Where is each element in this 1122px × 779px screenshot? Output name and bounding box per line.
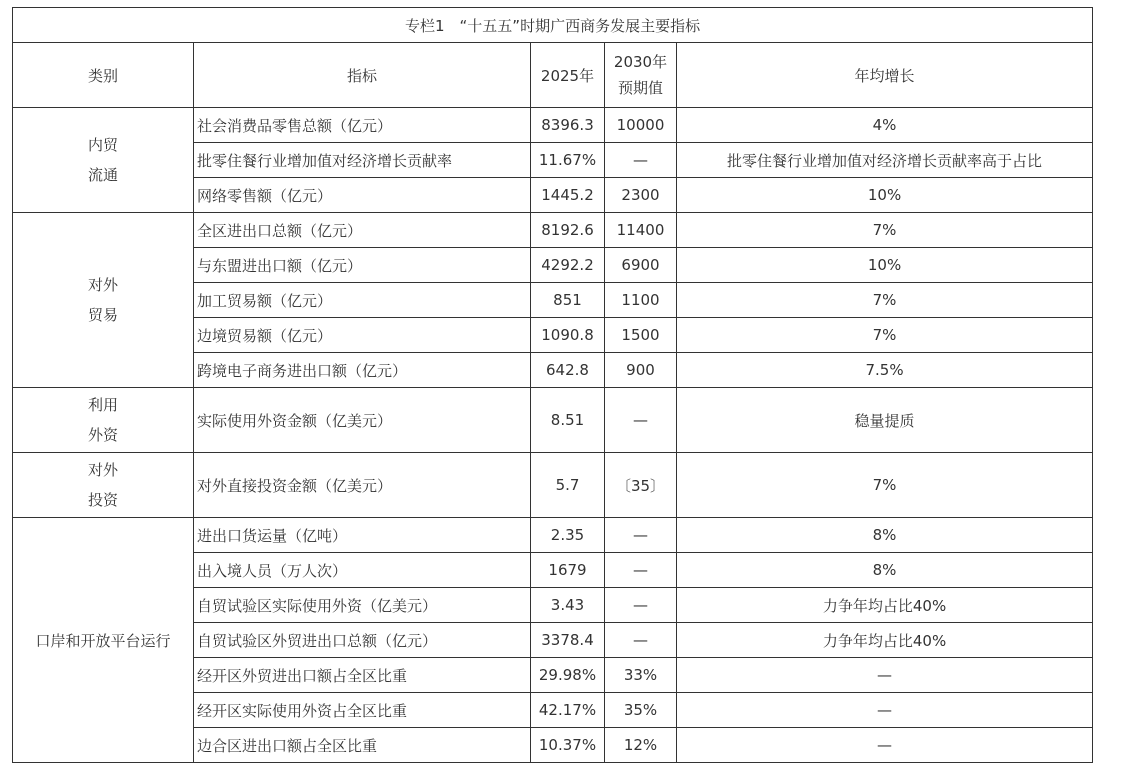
value-2030-cell: 1100 [605,283,677,318]
table-title-row [13,8,1093,43]
growth-cell: 10% [677,178,1093,213]
value-2025-cell: 10.37% [531,728,605,763]
indicators-table [12,7,1093,763]
value-2025-cell: 29.98% [531,658,605,693]
growth-cell: 8% [677,553,1093,588]
value-2030-cell: 6900 [605,248,677,283]
header-2025: 2025年 [531,43,605,108]
growth-cell: — [677,728,1093,763]
indicator-cell: 全区进出口总额（亿元） [194,213,531,248]
table-row [13,213,1093,248]
category-line: 内贸 [87,136,118,154]
category-line: 对外 [87,461,118,479]
indicator-cell: 自贸试验区实际使用外资（亿美元） [194,588,531,623]
value-2025-cell: 1090.8 [531,318,605,353]
growth-cell: — [677,693,1093,728]
indicator-cell: 自贸试验区外贸进出口总额（亿元） [194,623,531,658]
table-row [13,453,1093,518]
value-2030-cell: 〔35〕 [605,453,677,518]
growth-cell: 4% [677,108,1093,143]
growth-cell: 7% [677,213,1093,248]
growth-cell: 批零住餐行业增加值对经济增长贡献率高于占比 [677,143,1093,178]
value-2025-cell: 642.8 [531,353,605,388]
value-2030-cell: 10000 [605,108,677,143]
header-2030-year: 2030年 [613,53,668,71]
header-category: 类别 [13,43,194,108]
header-2030 [605,43,677,108]
category-line: 口岸和开放平台运行 [35,631,171,650]
value-2030-cell: — [605,388,677,453]
indicator-cell: 社会消费品零售总额（亿元） [194,108,531,143]
indicator-cell: 对外直接投资金额（亿美元） [194,453,531,518]
category-cell [13,213,194,388]
category-line: 贸易 [87,306,118,324]
value-2025-cell: 8.51 [531,388,605,453]
value-2025-cell: 42.17% [531,693,605,728]
growth-cell: 8% [677,518,1093,553]
table-title: 专栏1 “十五五”时期广西商务发展主要指标 [13,8,1093,43]
category-line: 外资 [87,426,118,444]
header-indicator: 指标 [194,43,531,108]
table-row [13,518,1093,553]
growth-cell: 10% [677,248,1093,283]
value-2025-cell: 11.67% [531,143,605,178]
value-2025-cell: 4292.2 [531,248,605,283]
value-2025-cell: 3.43 [531,588,605,623]
category-line: 利用 [87,396,118,414]
indicator-cell: 与东盟进出口额（亿元） [194,248,531,283]
category-cell [13,388,194,453]
table-header-row [13,43,1093,108]
category-line: 投资 [87,491,118,509]
header-growth: 年均增长 [677,43,1093,108]
category-line: 对外 [87,276,118,294]
indicator-cell: 经开区外贸进出口额占全区比重 [194,658,531,693]
growth-cell: 力争年均占比40% [677,588,1093,623]
indicator-cell: 边境贸易额（亿元） [194,318,531,353]
indicator-cell: 加工贸易额（亿元） [194,283,531,318]
growth-cell: — [677,658,1093,693]
header-2030-expected: 预期值 [617,79,663,97]
value-2025-cell: 8192.6 [531,213,605,248]
indicator-cell: 经开区实际使用外资占全区比重 [194,693,531,728]
value-2025-cell: 5.7 [531,453,605,518]
value-2025-cell: 851 [531,283,605,318]
value-2030-cell: 35% [605,693,677,728]
value-2025-cell: 3378.4 [531,623,605,658]
indicator-cell: 出入境人员（万人次） [194,553,531,588]
value-2030-cell: — [605,553,677,588]
table-row [13,108,1093,143]
category-cell [13,453,194,518]
value-2025-cell: 8396.3 [531,108,605,143]
indicator-cell: 网络零售额（亿元） [194,178,531,213]
value-2030-cell: 1500 [605,318,677,353]
value-2025-cell: 1445.2 [531,178,605,213]
growth-cell: 力争年均占比40% [677,623,1093,658]
value-2030-cell: 900 [605,353,677,388]
indicator-cell: 跨境电子商务进出口额（亿元） [194,353,531,388]
value-2030-cell: 12% [605,728,677,763]
growth-cell: 7.5% [677,353,1093,388]
indicator-cell: 进出口货运量（亿吨） [194,518,531,553]
indicator-cell: 实际使用外资金额（亿美元） [194,388,531,453]
category-cell [13,518,194,763]
value-2030-cell: — [605,623,677,658]
value-2030-cell: — [605,143,677,178]
growth-cell: 7% [677,318,1093,353]
value-2030-cell: 33% [605,658,677,693]
table-row [13,388,1093,453]
value-2030-cell: — [605,588,677,623]
category-line: 流通 [87,166,118,184]
value-2025-cell: 2.35 [531,518,605,553]
growth-cell: 7% [677,453,1093,518]
indicator-cell: 批零住餐行业增加值对经济增长贡献率 [194,143,531,178]
value-2030-cell: 11400 [605,213,677,248]
value-2025-cell: 1679 [531,553,605,588]
value-2030-cell: 2300 [605,178,677,213]
growth-cell: 7% [677,283,1093,318]
growth-cell: 稳量提质 [677,388,1093,453]
value-2030-cell: — [605,518,677,553]
indicator-cell: 边合区进出口额占全区比重 [194,728,531,763]
category-cell [13,108,194,213]
